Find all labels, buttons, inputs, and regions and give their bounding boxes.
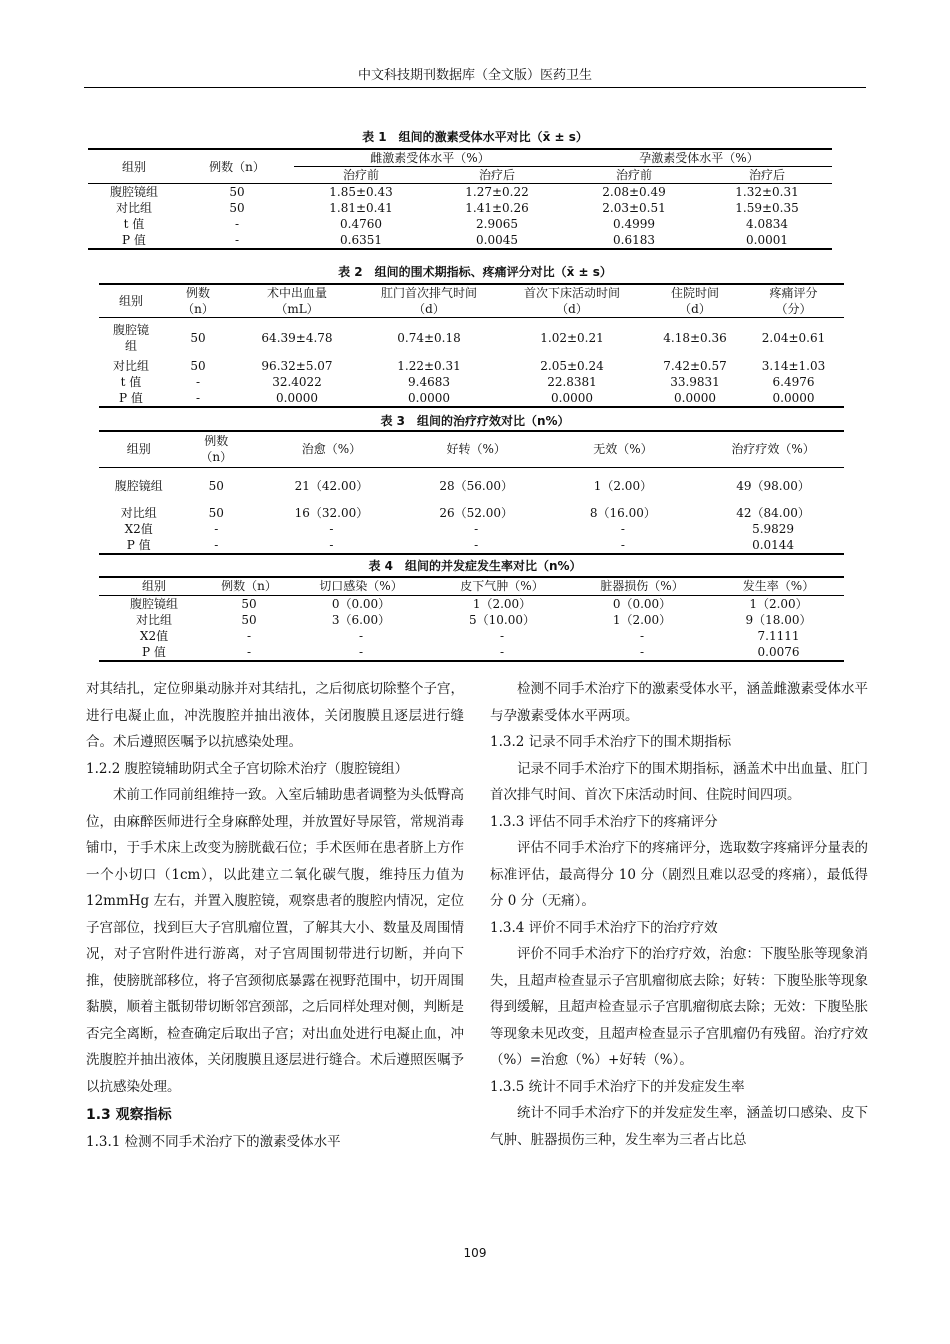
- cell: 2.03±0.51: [602, 201, 666, 215]
- t2-h-walk: [497, 284, 647, 318]
- t1-h-er-before: 治疗前: [342, 168, 379, 182]
- cell: -: [620, 522, 625, 536]
- cell: 0.0045: [428, 232, 566, 249]
- cell: -: [214, 522, 219, 536]
- cell: 3.14±1.03: [761, 358, 826, 373]
- section-1-3-5-heading: 1.3.5 统计不同手术治疗下的并发症发生率: [490, 1078, 745, 1095]
- cell: 0.4999: [613, 217, 655, 231]
- cell: 1.85±0.43: [294, 184, 428, 201]
- cell: 0.6351: [294, 232, 428, 249]
- t1-h-n: 例数（n）: [180, 149, 294, 184]
- left-paragraph-2: 术前工作同前组维持一致。入室后辅助患者调整为头低臀高位，由麻醉医师进行全身麻醉处理，并放置好导尿管，常规消毒铺巾，于手术床上改变为膀胱截石位；手术医师在患者脐上方作一个小切口（1cm），以此建立二氧化碳气腹，维持压力值为 12mmHg 左右，并置入腹腔镜，观察患者的腹腔内情况，定位子宫部位，找到巨大子宫肌瘤位置，了解其大小、数量及周围情况，对子宫附件进行游离，对子宫周围韧带进行切断，并向下推，使膀胱部移位，将子宫颈彻底暴露在视野范围中，切开周围黏膜，顺着主骶韧带切断邻宫颈部，之后同样处理对侧，判断是否完全离断，检查确定后取出子宫；对出血处进行电凝止血，冲洗腹腔并抽出液体，关闭腹膜且逐层进行缝合。术后遵照医嘱予以抗感染处理。: [86, 787, 464, 1095]
- cell: 1.59±0.35: [735, 201, 799, 215]
- table-row: [99, 628, 844, 644]
- cell: 2.05±0.24: [540, 358, 604, 373]
- cell: 1.81±0.41: [329, 201, 393, 215]
- cell: -: [358, 628, 364, 643]
- t3-h-group: 组别: [99, 431, 178, 467]
- t2-h-gas-2: （d）: [413, 302, 445, 316]
- cell: 96.32±5.07: [261, 358, 333, 373]
- cell: -: [499, 628, 505, 643]
- cell: 0.0000: [233, 390, 361, 407]
- cell: 21（42.00）: [254, 467, 409, 505]
- cell: 对比组: [120, 506, 157, 520]
- cell: -: [571, 644, 713, 661]
- t2-h-n-1: 例数: [185, 286, 210, 300]
- right-paragraph-4: 评价不同手术治疗下的治疗疗效，治愈：下腹坠胀等现象消失，且超声检查显示子宫肌瘤彻底去除；好转：下腹坠胀等现象得到缓解，且超声检查显示子宫肌瘤彻底去除；无效：下腹坠胀等现象未见改变，且超声检查显示子宫肌瘤仍有残留。治疗疗效（%）=治愈（%）+好转（%）。: [490, 946, 868, 1068]
- table-row: [88, 232, 832, 249]
- t2-h-n-2: （n）: [182, 302, 214, 316]
- section-1-3-heading: 1.3 观察指标: [86, 1107, 172, 1123]
- cell: -: [639, 628, 645, 643]
- cell: 33.9831: [670, 374, 720, 389]
- table-row: [88, 200, 832, 216]
- cell: 5（10.00）: [469, 612, 535, 627]
- cell: 0.0144: [702, 537, 844, 554]
- t2-h-gas: [361, 284, 497, 318]
- cell: -: [234, 217, 240, 231]
- cell: 1.02±0.21: [497, 318, 647, 358]
- cell: 3（6.00）: [331, 612, 391, 627]
- cell: t 值: [123, 217, 145, 231]
- t4-h-group: 组别: [99, 577, 209, 595]
- cell: 0（0.00）: [289, 595, 433, 612]
- cell: 7.1111: [757, 628, 800, 643]
- right-column: [490, 676, 868, 1153]
- t2-h-stay-1: 住院时间: [670, 286, 719, 300]
- left-column: [86, 676, 464, 1155]
- cell: 腹腔镜组: [99, 318, 163, 358]
- t3-h-cure: 治愈（%）: [254, 431, 409, 467]
- table-row: [99, 612, 844, 628]
- cell: 2.08±0.49: [566, 184, 702, 201]
- cell: 28（56.00）: [409, 467, 544, 505]
- cell: 腹腔镜组: [99, 467, 178, 505]
- right-paragraph-1: 检测不同手术治疗下的激素受体水平，涵盖雌激素受体水平与孕激素受体水平两项。: [490, 681, 868, 724]
- cell: 1.27±0.22: [428, 184, 566, 201]
- t2-h-blood-1: 术中出血量: [266, 286, 327, 300]
- cell: 1.41±0.26: [465, 201, 529, 215]
- t2-h-pain: [743, 284, 844, 318]
- t4-h-organ: 脏器损伤（%）: [571, 577, 713, 595]
- t1-h-group: 组别: [88, 149, 180, 184]
- cell: 0.0076: [713, 644, 844, 661]
- cell: 2.04±0.61: [743, 318, 844, 358]
- cell: 50: [229, 201, 245, 215]
- table-row: [99, 505, 844, 521]
- section-1-2-2-heading: 1.2.2 腹腔镜辅助阴式全子宫切除术治疗（腹腔镜组）: [86, 760, 409, 777]
- t3-h-n: 例数（n）: [178, 431, 254, 467]
- table-row: [99, 644, 844, 661]
- cell: 50: [178, 467, 254, 505]
- cell: P 值: [99, 537, 178, 554]
- t1-h-er-after: 治疗后: [478, 168, 515, 182]
- table2-caption: 表 2 组间的围术期指标、疼痛评分对比（x̄ ± s）: [338, 265, 612, 279]
- t1-h-pr-after: 治疗后: [748, 168, 785, 182]
- cell: -: [178, 537, 254, 554]
- t4-h-incision: 切口感染（%）: [289, 577, 433, 595]
- cell: 1（2.00）: [612, 612, 672, 627]
- section-1-3-1-heading: 1.3.1 检测不同手术治疗下的激素受体水平: [86, 1133, 341, 1150]
- table4: [99, 576, 844, 662]
- table-row: [99, 537, 844, 554]
- page-number: 109: [463, 1246, 487, 1260]
- table4-caption: 表 4 组间的并发症发生率对比（n%）: [368, 559, 582, 573]
- cell: 50: [208, 506, 224, 520]
- cell: -: [246, 628, 252, 643]
- table-row: [99, 521, 844, 537]
- cell: -: [409, 537, 544, 554]
- cell: -: [180, 232, 294, 249]
- right-paragraph-5: 统计不同手术治疗下的并发症发生率，涵盖切口感染、皮下气肿、脏器损伤三种，发生率为三者占比总: [490, 1105, 868, 1148]
- t3-h-better: 好转（%）: [409, 431, 544, 467]
- table-row: [99, 358, 844, 374]
- cell: 8（16.00）: [589, 506, 656, 520]
- cell: 0.6183: [566, 232, 702, 249]
- cell: 4.0834: [746, 217, 788, 231]
- table-row: [99, 374, 844, 390]
- table-row: [99, 318, 844, 358]
- cell: 49（98.00）: [702, 467, 844, 505]
- table-row: [99, 467, 844, 505]
- cell: -: [289, 644, 433, 661]
- t2-h-gas-1: 肛门首次排气时间: [380, 286, 477, 300]
- t2-h-blood: [233, 284, 361, 318]
- cell: 9.4683: [408, 374, 450, 389]
- t3-h-eff: 治疗疗效（%）: [702, 431, 844, 467]
- cell: 0.0000: [497, 390, 647, 407]
- cell: 2.9065: [476, 217, 518, 231]
- cell: 6.4976: [772, 374, 815, 389]
- table2: [99, 283, 844, 408]
- cell: P 值: [99, 644, 209, 661]
- table-row: [88, 184, 832, 201]
- t2-h-blood-2: （mL）: [275, 302, 319, 316]
- t4-h-emphysema: 皮下气肿（%）: [433, 577, 571, 595]
- table1-caption: 表 1 组间的激素受体水平对比（x̄ ± s）: [362, 130, 588, 144]
- cell: 26（52.00）: [439, 506, 513, 520]
- cell: -: [195, 374, 201, 389]
- table1: [88, 148, 832, 250]
- cell: X2值: [124, 522, 153, 536]
- cell: -: [163, 390, 233, 407]
- running-header: 中文科技期刊数据库（全文版）医药卫生: [357, 68, 592, 83]
- t3-h-none: 无效（%）: [544, 431, 703, 467]
- section-1-3-4-heading: 1.3.4 评价不同手术治疗下的治疗疗效: [490, 919, 718, 936]
- cell: 对比组: [115, 201, 152, 215]
- cell: 1（2.00）: [713, 595, 844, 612]
- right-paragraph-3: 评估不同手术治疗下的疼痛评分，选取数字疼痛评分量表的标准评估，最高得分 10 分（剧烈且难以忍受的疼痛），最低得分 0 分（无痛）。: [490, 840, 868, 909]
- cell: 1（2.00）: [544, 467, 703, 505]
- cell: 50: [180, 184, 294, 201]
- t1-h-er: 雌激素受体水平（%）: [294, 149, 566, 167]
- cell: 7.42±0.57: [663, 358, 727, 373]
- cell: 32.4022: [272, 374, 322, 389]
- cell: -: [433, 644, 571, 661]
- cell: 0.0000: [743, 390, 844, 407]
- table3-caption: 表 3 组间的治疗疗效对比（n%）: [380, 414, 570, 428]
- cell: 0.0000: [361, 390, 497, 407]
- cell: 5.9829: [752, 522, 795, 536]
- table-row: [99, 595, 844, 612]
- cell: -: [329, 522, 334, 536]
- cell: 腹腔镜组: [88, 184, 180, 201]
- t4-h-rate: 发生率（%）: [713, 577, 844, 595]
- cell: 对比组: [135, 612, 172, 627]
- cell: 0.74±0.18: [361, 318, 497, 358]
- cell: 0.0000: [647, 390, 743, 407]
- cell: X2值: [139, 628, 169, 643]
- t2-h-walk-2: （d）: [556, 302, 588, 316]
- right-paragraph-2: 记录不同手术治疗下的围术期指标，涵盖术中出血量、肛门首次排气时间、首次下床活动时间、住院时间四项。: [490, 760, 868, 803]
- t2-h-stay-2: （d）: [679, 302, 711, 316]
- cell: -: [209, 644, 289, 661]
- t2-h-group: 组别: [99, 284, 163, 318]
- cell: -: [254, 537, 409, 554]
- header-rule: [84, 87, 866, 88]
- cell: P 值: [88, 232, 180, 249]
- section-1-3-3-heading: 1.3.3 评估不同手术治疗下的疼痛评分: [490, 813, 718, 830]
- table-row: [88, 216, 832, 232]
- cell: 0.4760: [340, 217, 382, 231]
- t4-h-n: 例数（n）: [209, 577, 289, 595]
- t2-h-n: [163, 284, 233, 318]
- cell: 64.39±4.78: [233, 318, 361, 358]
- cell: 0（0.00）: [571, 595, 713, 612]
- table-row: [99, 390, 844, 407]
- cell: 42（84.00）: [736, 506, 810, 520]
- cell: 50: [241, 612, 257, 627]
- cell: 腹腔镜组: [99, 595, 209, 612]
- t2-h-walk-1: 首次下床活动时间: [523, 286, 620, 300]
- cell: 16（32.00）: [294, 506, 369, 520]
- cell: 50: [163, 318, 233, 358]
- cell: 50: [209, 595, 289, 612]
- cell: 1.32±0.31: [702, 184, 832, 201]
- t2-h-pain-2: （分）: [775, 302, 812, 316]
- cell: 50: [190, 358, 206, 373]
- left-paragraph-1: 对其结扎，定位卵巢动脉并对其结扎，之后彻底切除整个子宫，进行电凝止血，冲洗腹腔并抽出液体，关闭腹膜且逐层进行缝合。术后遵照医嘱予以抗感染处理。: [86, 681, 464, 750]
- cell: 4.18±0.36: [647, 318, 743, 358]
- t2-h-stay: [647, 284, 743, 318]
- cell: 1.22±0.31: [397, 358, 461, 373]
- cell: -: [474, 522, 479, 536]
- cell: t 值: [120, 374, 142, 389]
- section-1-3-2-heading: 1.3.2 记录不同手术治疗下的围术期指标: [490, 734, 732, 750]
- table3: [99, 430, 844, 555]
- cell: 对比组: [112, 358, 149, 373]
- cell: 1（2.00）: [433, 595, 571, 612]
- t1-h-pr: 孕激素受体水平（%）: [566, 149, 832, 167]
- cell: P 值: [99, 390, 163, 407]
- cell: -: [544, 537, 703, 554]
- t2-h-pain-1: 疼痛评分: [769, 286, 818, 300]
- cell: 22.8381: [547, 374, 597, 389]
- cell: 9（18.00）: [745, 612, 812, 627]
- t1-h-pr-before: 治疗前: [615, 168, 652, 182]
- cell: 0.0001: [702, 232, 832, 249]
